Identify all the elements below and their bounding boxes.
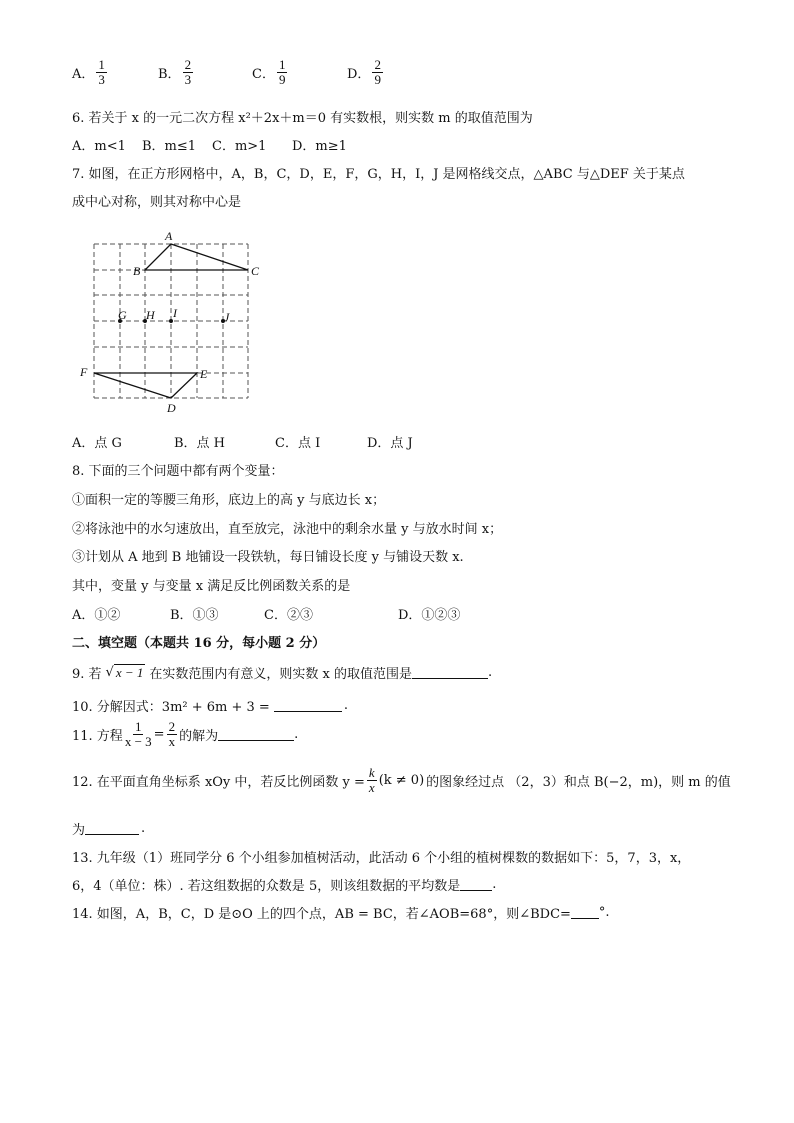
q7-option-b: B．点 H (174, 436, 226, 451)
q6-option-b: B．m≤1 (142, 139, 197, 154)
grid-figure (78, 228, 268, 418)
q5-option-a: A． $\frac{1}{3}$ (72, 57, 105, 87)
q5-option-d: D． $\frac{2}{9}$ (347, 57, 381, 87)
answer-blank (412, 667, 488, 679)
q7-option-d: D．点 J (367, 436, 413, 451)
q5-option-b: B． $\frac{2}{3}$ (158, 57, 192, 87)
q7-option-c: C．点 I (275, 436, 321, 451)
q5-option-c: C． $\frac{1}{9}$ (252, 57, 286, 87)
fraction: $\frac{1}{3}$ (98, 57, 105, 87)
answer-blank (218, 729, 294, 741)
fraction: $\frac{1}{x - 3}$ (124, 719, 152, 749)
label-j: J (224, 310, 230, 324)
q8-item-3: ③计划从 A 地到 B 地铺设一段铁轨，每日铺设长度 y 与铺设天数 x. (72, 550, 464, 565)
label-b: B (133, 264, 141, 278)
q6-option-d: D．m≥1 (292, 139, 347, 154)
label-f: F (80, 365, 88, 379)
label-i: I (173, 306, 177, 320)
q7-stem-line1: 7. 如图，在正方形网格中，A，B，C，D，E，F，G，H，I，J 是网格线交点，△ABC 与△DEF 关于某点 (72, 167, 685, 182)
answer-blank (85, 823, 139, 835)
q8-item-1: ①面积一定的等腰三角形，底边上的高 y 与底边长 x； (72, 493, 386, 508)
label-e: E (200, 367, 208, 381)
q8-option-a: A．①② (72, 608, 121, 623)
fraction: $\frac{2}{x}$ (168, 719, 176, 749)
answer-blank (571, 907, 599, 919)
fraction: $\frac{k}{x}$ (368, 765, 375, 795)
label-h: H (146, 308, 155, 322)
q11: 11. 方程 $\frac{1}{x - 3}$ = $\frac{2}{x}$ 的解为 . (72, 719, 299, 749)
q8-option-b: B．①③ (170, 608, 219, 623)
q12-line2: 为 . (72, 821, 146, 838)
answer-blank (274, 700, 342, 712)
label-g: G (118, 308, 127, 322)
section-title: 二、填空题（本题共 16 分，每小题 2 分） (72, 636, 326, 651)
answer-blank (460, 879, 492, 891)
q8-option-d: D．①②③ (398, 608, 461, 623)
q8-item-2: ②将泳池中的水匀速放出，直至放完，泳池中的剩余水量 y 与放水时间 x； (72, 522, 503, 537)
q14: 14. 如图，A，B，C，D 是⊙O 上的四个点，AB = BC，若∠AOB=68°，则∠BDC= °. (72, 905, 610, 922)
q10: 10. 分解因式：3m² + 6m + 3 = . (72, 698, 348, 715)
fraction: $\frac{1}{9}$ (278, 57, 286, 87)
q6-stem: 6. 若关于 x 的一元二次方程 x²＋2x＋m＝0 有实数根，则实数 m 的取值范围为 (72, 111, 533, 126)
fraction: $\frac{2}{9}$ (374, 57, 381, 87)
q9: 9. 若 √ x − 1 在实数范围内有意义，则实数 x 的取值范围是 . (72, 665, 493, 682)
label-d: D (167, 401, 176, 415)
q12: 12. 在平面直角坐标系 xOy 中，若反比例函数 y = $\frac{k}{x}$ (k ≠ 0) 的图象经过点 （2 ，3） 和点 B(−2，m)，则 m 的值 (72, 765, 731, 795)
q13-line1: 13. 九年级（1）班同学分 6 个小组参加植树活动，此活动 6 个小组的植树棵数的数据如下：5，7，3，x， (72, 851, 691, 866)
q8-option-c: C．②③ (264, 608, 313, 623)
q6-option-c: C．m>1 (212, 139, 267, 154)
q7-option-a: A．点 G (72, 436, 122, 451)
q13-line2: 6，4（单位：株）. 若这组数据的众数是 5，则该组数据的平均数是 . (72, 877, 497, 894)
q7-stem-line2: 成中心对称，则其对称中心是 (72, 195, 242, 210)
label-c: C (251, 264, 260, 278)
q8-stem: 8. 下面的三个问题中都有两个变量： (72, 464, 284, 479)
q8-conclusion: 其中，变量 y 与变量 x 满足反比例函数关系的是 (72, 579, 351, 594)
q6-option-a: A．m<1 (72, 139, 126, 154)
fraction: $\frac{2}{3}$ (184, 57, 192, 87)
sqrt-symbol: √ (105, 665, 114, 680)
label-a: A (165, 229, 173, 243)
